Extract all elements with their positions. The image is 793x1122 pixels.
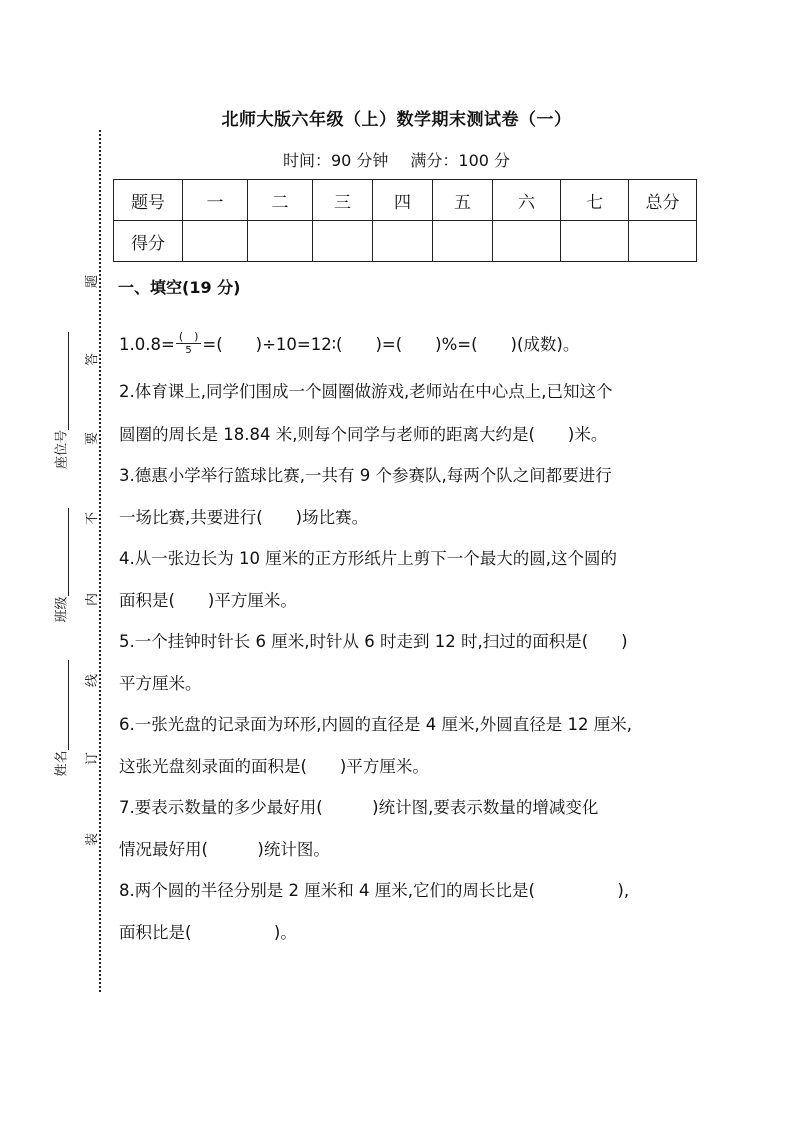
page-title: 北师大版六年级（上）数学期末测试卷（一） — [221, 110, 572, 130]
time-limit: 时间：90 分钟 — [282, 151, 389, 170]
score-table-header-row — [114, 180, 697, 221]
binding-char-6: 线 — [85, 673, 101, 688]
score-cell[interactable] — [493, 221, 561, 262]
binding-char-8: 装 — [85, 832, 101, 847]
question-6-line-2: 这张光盘刻录面的面积是( )平方厘米。 — [119, 757, 429, 776]
question-5-line-1: 5.一个挂钟时针长 6 厘米,时针从 6 时走到 12 时,扫过的面积是( ) — [119, 632, 628, 651]
score-cell[interactable] — [629, 221, 697, 262]
score-cell[interactable] — [313, 221, 373, 262]
score-cell[interactable] — [248, 221, 313, 262]
score-table-header-cell: 七 — [561, 180, 629, 221]
binding-char-3: 要 — [85, 431, 101, 446]
question-3-line-2: 一场比赛,共要进行( )场比赛。 — [119, 508, 369, 527]
q1-fraction — [176, 331, 202, 356]
score-table-header-cell: 题号 — [114, 180, 183, 221]
class-label: 班级 — [54, 596, 70, 623]
binding-dotted-line — [99, 130, 101, 992]
q1-fraction-denominator: 5 — [185, 345, 192, 356]
q1-rest: =( )÷10=12∶( )=( )%=( )(成数)。 — [202, 335, 580, 354]
binding-char-4: 不 — [85, 511, 101, 526]
seat-number-label: 座位号 — [54, 430, 70, 470]
score-table-header-cell: 六 — [493, 180, 561, 221]
score-row-label: 得分 — [114, 221, 183, 262]
question-2-line-2: 圆圈的周长是 18.84 米,则每个同学与老师的距离大约是( )米。 — [119, 425, 608, 444]
question-8-line-2: 面积比是( )。 — [119, 923, 297, 942]
q1-lead: 1.0.8= — [119, 335, 175, 354]
score-cell[interactable] — [433, 221, 493, 262]
score-table — [113, 179, 697, 262]
q1-fraction-numerator: ( ) — [176, 331, 202, 344]
question-2-line-1: 2.体育课上,同学们围成一个圆圈做游戏,老师站在中心点上,已知这个 — [119, 382, 613, 401]
exam-meta — [0, 148, 793, 171]
score-table-header-cell: 三 — [313, 180, 373, 221]
score-table-header-cell: 五 — [433, 180, 493, 221]
full-score: 满分：100 分 — [410, 151, 511, 170]
binding-char-2: 答 — [85, 352, 101, 367]
question-8-line-1: 8.两个圆的半径分别是 2 厘米和 4 厘米,它们的周长比是( ), — [119, 881, 630, 900]
score-table-header-cell: 一 — [183, 180, 248, 221]
binding-char-1: 题 — [85, 274, 101, 289]
binding-char-5: 内 — [85, 592, 101, 607]
score-table-header-cell: 总分 — [629, 180, 697, 221]
question-7-line-2: 情况最好用( )统计图。 — [119, 840, 330, 859]
class-line[interactable] — [68, 508, 69, 596]
score-table-header-cell: 四 — [373, 180, 433, 221]
score-cell[interactable] — [373, 221, 433, 262]
score-cell[interactable] — [561, 221, 629, 262]
seat-number-line[interactable] — [68, 332, 69, 430]
question-1 — [119, 331, 699, 358]
question-3-line-1: 3.德惠小学举行篮球比赛,一共有 9 个参赛队,每两个队之间都要进行 — [119, 466, 612, 485]
score-cell[interactable] — [183, 221, 248, 262]
binding-char-7: 订 — [85, 751, 101, 766]
score-table-header-cell: 二 — [248, 180, 313, 221]
score-table-score-row — [114, 221, 697, 262]
question-6-line-1: 6.一张光盘的记录面为环形,内圆的直径是 4 厘米,外圆直径是 12 厘米, — [119, 715, 632, 734]
question-5-line-2: 平方厘米。 — [119, 674, 202, 693]
section-heading: 一、填空(19 分) — [118, 278, 241, 297]
question-7-line-1: 7.要表示数量的多少最好用( )统计图,要表示数量的增减变化 — [119, 798, 599, 817]
name-label: 姓名 — [54, 750, 70, 777]
name-line[interactable] — [68, 660, 69, 750]
question-4-line-1: 4.从一张边长为 10 厘米的正方形纸片上剪下一个最大的圆,这个圆的 — [119, 549, 617, 568]
question-4-line-2: 面积是( )平方厘米。 — [119, 591, 297, 610]
